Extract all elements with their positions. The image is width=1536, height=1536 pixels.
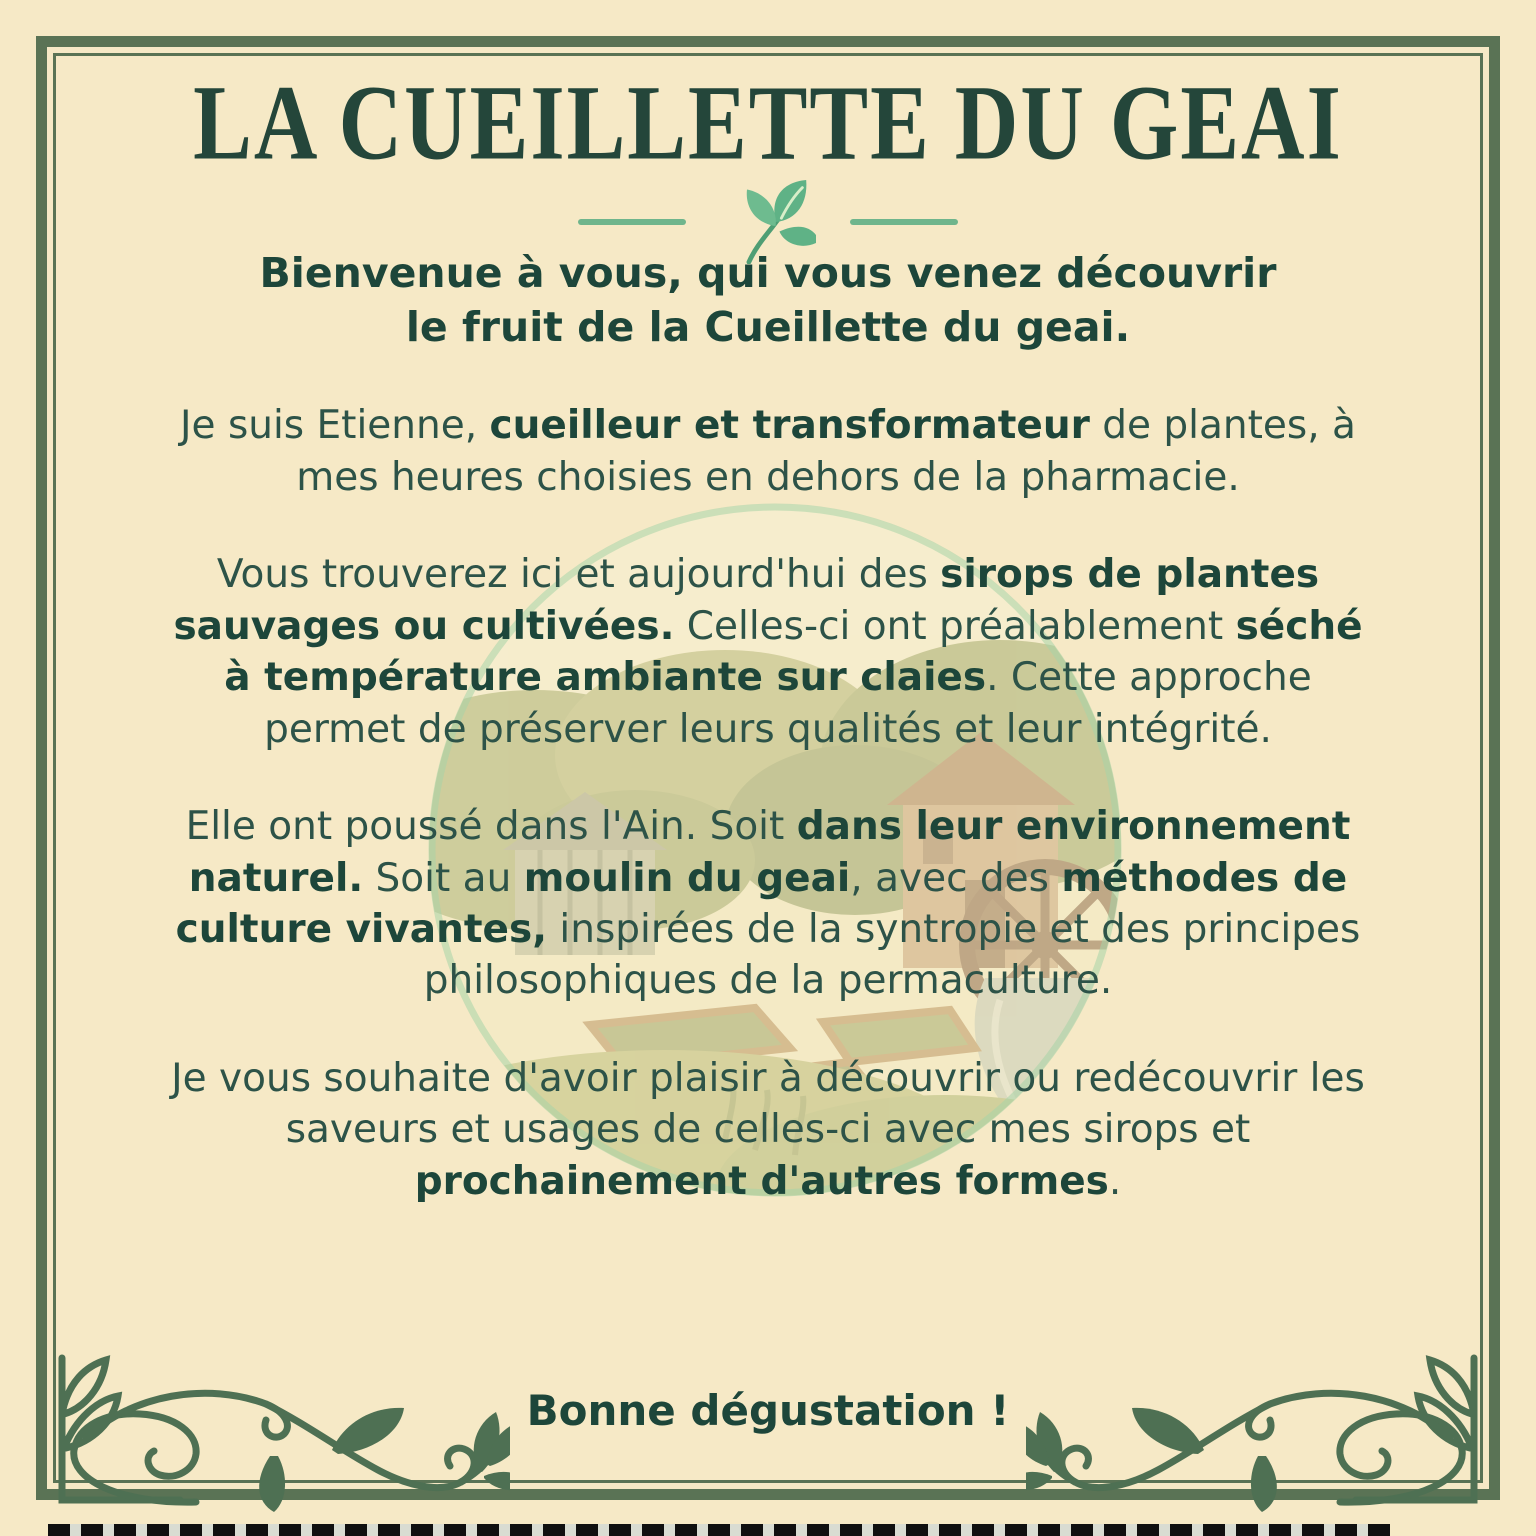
wish-paragraph: Je vous souhaite d'avoir plaisir à découvrir ou redécouvrir les saveurs et usages de celles-ci avec mes sirops et prochainement d'autres formes. <box>171 1055 1365 1204</box>
perforation-strip <box>48 1524 1390 1536</box>
intro-paragraph: Bienvenue à vous, qui vous venez découvrir le fruit de la Cueillette du geai. <box>259 249 1277 352</box>
divider-line-right <box>850 219 958 225</box>
corner-flourish-right-icon <box>1026 1352 1488 1514</box>
divider-line-left <box>578 219 686 225</box>
corner-flourish-left-icon <box>48 1352 510 1514</box>
products-paragraph: Vous trouverez ici et aujourd'hui des sirops de plantes sauvages ou cultivées. Celles-ci ont préalablement séché à température ambiante sur claies. Cette approche permet de préserver leurs qualités et leur intégrité. <box>173 552 1363 752</box>
origin-paragraph: Elle ont poussé dans l'Ain. Soit dans leur environnement naturel. Soit au moulin du geai, avec des méthodes de culture vivantes, inspirées de la syntropie et des principes philosophiques de la permaculture. <box>175 804 1361 1004</box>
about-paragraph: Je suis Etienne, cueilleur et transformateur de plantes, à mes heures choisies en dehors de la pharmacie. <box>180 403 1356 500</box>
body-copy <box>168 246 1368 1207</box>
footer-message: Bonne dégustation ! <box>526 1386 1010 1435</box>
page-title: LA CUEILLETTE DU GEAI <box>193 64 1343 183</box>
